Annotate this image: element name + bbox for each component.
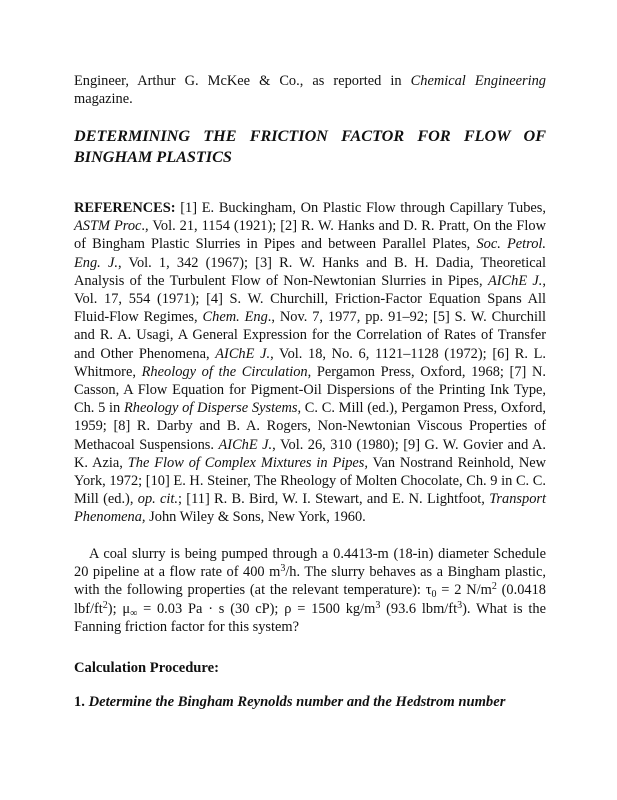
ref-book-title: Rheology of the Circulation xyxy=(141,363,308,380)
ref-text: ., Vol. 21, 1154 (1921); [2] R. W. Hanks and D. R. Pratt, On the Flow of Bingham Plastic Slurries in Pipes and between Parallel Plates, xyxy=(74,218,547,253)
ref-book-title: Transport Phenomena, xyxy=(74,491,546,526)
ref-journal: AIChE J. xyxy=(218,436,273,453)
ref-text: Van Nostrand Reinhold, New York, 1972; [10] E. H. Steiner, The Rheology of Molten Chocolate, Ch. 9 in C. C. Mill (ed.), xyxy=(74,454,546,508)
ref-text: , C. C. Mill (ed.), Pergamon Press, Oxford, 1959; [8] R. Darby and B. A. Rogers, Non-Newtonian Viscous Properties of Methacoal Suspensions. xyxy=(74,400,546,453)
ref-book-title: Rheology of Disperse Systems xyxy=(124,400,298,417)
ref-text: ., Nov. 7, 1977, pp. 91–92; [5] S. W. Churchill and R. A. Usagi, A General Expression for the Correlation of Rates of Transfer and Other Phenomena, xyxy=(74,309,546,362)
ref-book-title: op. cit. xyxy=(137,491,179,508)
ref-book-title: The Flow of Complex Mixtures in Pipes, xyxy=(127,454,369,471)
intro-text: Engineer, Arthur G. McKee & Co., as reported in xyxy=(74,73,411,89)
ref-text: [1] E. Buckingham, On Plastic Flow through Capillary Tubes, xyxy=(175,200,546,216)
ref-text: , Vol. 17, 554 (1971); [4] S. W. Churchill, Friction-Factor Equation Spans All Fluid-Flow Regimes, xyxy=(74,272,546,326)
ref-journal: AIChE J. xyxy=(487,272,543,289)
ref-journal: Chem. Eng xyxy=(202,309,268,326)
step-title: Determine the Bingham Reynolds number and the Hedstrom number xyxy=(88,694,506,710)
ref-text: , Vol. 1, 342 (1967); [3] R. W. Hanks and B. H. Dadia, Theoretical Analysis of the Turbulent Flow of Non-Newtonian Slurries in Pipes, xyxy=(74,254,546,289)
ref-journal: Soc. Petrol. Eng. J. xyxy=(74,236,546,271)
problem-statement: A coal slurry is being pumped through a 0.4413-m (18-in) diameter Schedule 20 pipeline at a flow rate of 400 $m^3/h$. The slurry behaves as a Bingham plastic, with the following properties (at the relevant temperature): $\tau_0 = 2$ $N/m^2$ (0.0418 lbf/$ft^2$); $\mu_\infty = 0.03$ Pa · s (30 cP); ρ = 1500 $kg/m^3$ (93.6 lbm/$ft^3$). What is the Fanning friction factor for this system? xyxy=(74,546,547,635)
intro-paragraph xyxy=(74,72,546,108)
step-1-heading xyxy=(74,693,546,711)
ref-journal: ASTM Proc xyxy=(74,218,142,235)
section-title: DETERMINING THE FRICTION FACTOR FOR FLOW OF BINGHAM PLASTICS xyxy=(74,127,546,166)
references-paragraph xyxy=(74,199,546,527)
references-label: REFERENCES: xyxy=(74,200,176,216)
ref-journal: AIChE J. xyxy=(215,345,271,362)
step-number: 1. xyxy=(74,694,89,710)
intro-suffix: magazine. xyxy=(74,91,133,108)
ref-text: , Pergamon Press, Oxford, 1968; [7] N. Casson, A Flow Equation for Pigment-Oil Dispersions of the Printing Ink Type, Ch. 5 in xyxy=(74,363,546,417)
ref-text: , Vol. 18, No. 6, 1121–1128 (1972); [6] R. L. Whitmore, xyxy=(74,345,546,380)
ref-text: John Wiley & Sons, New York, 1960. xyxy=(145,509,366,526)
calculation-procedure-heading: Calculation Procedure: xyxy=(74,660,219,676)
ref-text: ; [11] R. B. Bird, W. I. Stewart, and E. N. Lightfoot, xyxy=(178,491,490,508)
ref-text: , Vol. 26, 310 (1980); [9] G. W. Govier and A. K. Azia, xyxy=(74,436,546,471)
magazine-name: Chemical Engineering xyxy=(410,73,546,89)
